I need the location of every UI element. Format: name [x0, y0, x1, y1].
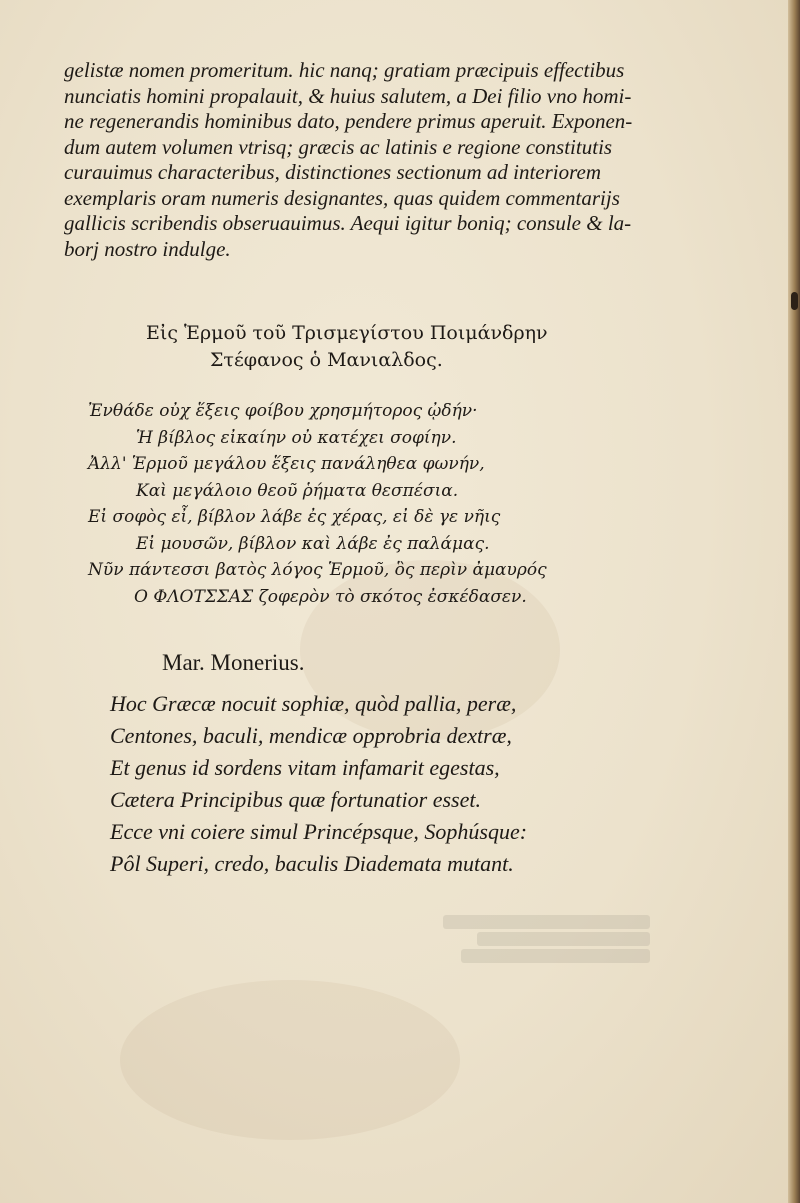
- prose-line: ne regenerandis hominibus dato, pendere primus aperuit. Exponen-: [64, 109, 633, 133]
- latin-verse: [110, 688, 527, 880]
- verse-line: Et genus id sordens vitam infamarit egestas,: [110, 755, 500, 780]
- verse-line: Ecce vni coiere simul Princépsque, Sophúsque:: [110, 819, 528, 844]
- paper-stain: [120, 980, 460, 1140]
- prose-line: dum autem volumen vtrisq; græcis ac latinis e regione constitutis: [64, 134, 613, 159]
- poem-line: Ἀλλ' Ἑρμοῦ μεγάλου ἕξεις πανάληθεα φωνήν,: [88, 454, 485, 474]
- latin-prose-paragraph: [64, 58, 633, 262]
- prose-line: nunciatis homini propalauit, & huius salutem, a Dei filio vno homi-: [64, 83, 632, 108]
- verse-author-heading: Mar. Monerius.: [162, 650, 305, 675]
- poem-line: Εἰ μουσῶν, βίβλον καὶ λάβε ἐς παλάμας.: [136, 533, 490, 554]
- poem-line: Εἰ σοφὸς εἶ, βίβλον λάβε ἐς χέρας, εἰ δὲ γε νῆις: [88, 507, 501, 527]
- book-spine-edge: [788, 0, 800, 1203]
- prose-line: curauimus characteribus, distinctiones sectionum ad interiorem: [64, 160, 601, 184]
- prose-line: exemplaris oram numeris designantes, quas quidem commentarijs: [64, 185, 620, 210]
- greek-poem: [88, 398, 547, 610]
- bleed-through-text: [420, 912, 650, 972]
- poem-line: Νῦν πάντεσσι βατὸς λόγος Ἑρμοῦ, ὃς περὶν ἀμαυρός: [88, 560, 547, 580]
- prose-line: gallicis scribendis obseruauimus. Aequi igitur boniq; consule & la-: [64, 211, 632, 235]
- prose-line: borj nostro indulge.: [64, 236, 231, 261]
- verse-line: Cætera Principibus quæ fortunatior esset.: [110, 787, 481, 812]
- poem-line: Ἐνθάδε οὐχ ἕξεις φοίβου χρησμήτορος ᾠδήν·: [88, 401, 478, 421]
- verse-line: Pôl Superi, credo, baculis Diademata mutant.: [110, 851, 514, 876]
- greek-title-line: Εἰς Ἑρμοῦ τοῦ Τρισμεγίστου Ποιμάνδρην: [146, 322, 548, 344]
- binding-mark: [791, 292, 798, 310]
- poem-line: Ο ΦΛΟΤΣΣΑΣ ζοφερὸν τὸ σκότος ἐσκέδασεν.: [134, 586, 527, 607]
- verse-line: Centones, baculi, mendicæ opprobria dextræ,: [110, 723, 512, 748]
- poem-line: Καὶ μεγάλοιο θεοῦ ῥήματα θεσπέσια.: [136, 480, 459, 501]
- greek-poem-title: [146, 320, 548, 374]
- verse-line: Hoc Græcæ nocuit sophiæ, quòd pallia, peræ,: [110, 691, 517, 716]
- greek-author-line: Στέφανος ὁ Μανιαλδος.: [210, 349, 443, 371]
- prose-line: gelistæ nomen promeritum. hic nanq; gratiam præcipuis effectibus: [64, 58, 625, 82]
- poem-line: Ἡ βίβλος εἰκαίην οὐ κατέχει σοφίην.: [136, 427, 457, 448]
